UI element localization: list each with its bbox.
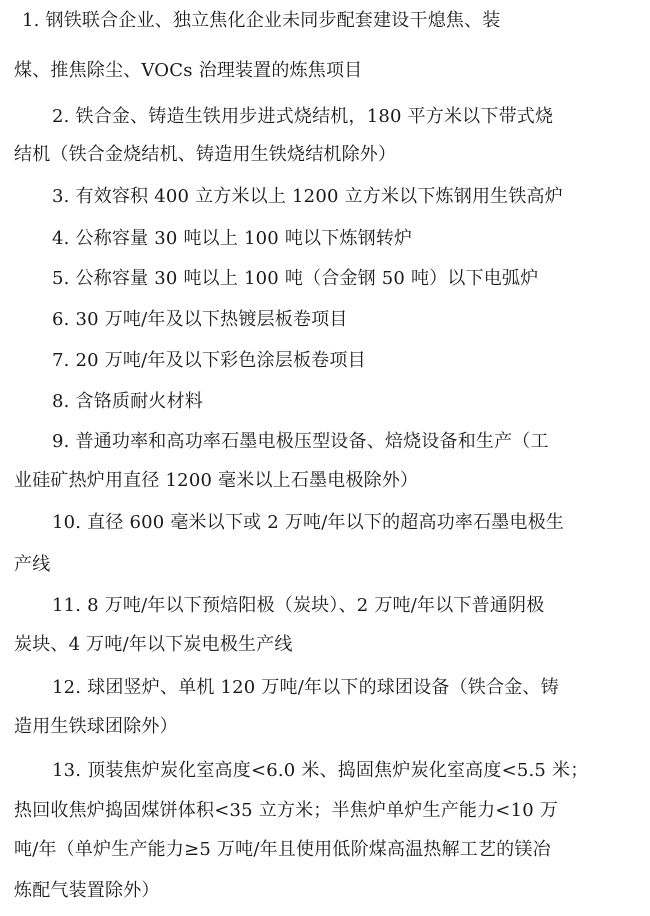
item-9-line-2: 业硅矿热炉用直径 1200 毫米以上石墨电极除外） bbox=[14, 470, 419, 491]
item-12-line-2: 造用生铁球团除外） bbox=[14, 716, 178, 737]
item-5: 5. 公称容量 30 吨以上 100 吨（合金钢 50 吨）以下电弧炉 bbox=[52, 268, 539, 289]
item-13-line-3: 吨/年（单炉生产能力≥5 万吨/年且使用低阶煤高温热解工艺的镁冶 bbox=[14, 839, 551, 860]
item-8: 8. 含铬质耐火材料 bbox=[52, 391, 203, 412]
item-6: 6. 30 万吨/年及以下热镀层板卷项目 bbox=[52, 309, 348, 330]
item-13-line-2: 热回收焦炉捣固煤饼体积<35 立方米；半焦炉单炉生产能力<10 万 bbox=[14, 800, 559, 821]
item-1-line-2: 煤、推焦除尘、VOCs 治理装置的炼焦项目 bbox=[14, 60, 363, 81]
item-3: 3. 有效容积 400 立方米以上 1200 立方米以下炼钢用生铁高炉 bbox=[52, 186, 563, 207]
item-4: 4. 公称容量 30 吨以上 100 吨以下炼钢转炉 bbox=[52, 228, 413, 249]
item-9-line-1: 9. 普通功率和高功率石墨电极压型设备、焙烧设备和生产（工 bbox=[52, 431, 549, 452]
item-10-line-1: 10. 直径 600 毫米以下或 2 万吨/年以下的超高功率石墨电极生 bbox=[52, 512, 565, 533]
item-1-line-1: 1. 钢铁联合企业、独立焦化企业未同步配套建设干熄焦、装 bbox=[22, 10, 501, 31]
item-10-line-2: 产线 bbox=[14, 554, 51, 575]
item-11-line-1: 11. 8 万吨/年以下预焙阳极（炭块）、2 万吨/年以下普通阴极 bbox=[52, 595, 545, 616]
item-13-line-4: 炼配气装置除外） bbox=[14, 880, 160, 901]
item-12-line-1: 12. 球团竖炉、单机 120 万吨/年以下的球团设备（铁合金、铸 bbox=[52, 677, 559, 698]
item-2-line-2: 结机（铁合金烧结机、铸造用生铁烧结机除外） bbox=[14, 144, 397, 165]
item-7: 7. 20 万吨/年及以下彩色涂层板卷项目 bbox=[52, 350, 366, 371]
item-11-line-2: 炭块、4 万吨/年以下炭电极生产线 bbox=[14, 634, 293, 655]
item-2-line-1: 2. 铁合金、铸造生铁用步进式烧结机，180 平方米以下带式烧 bbox=[52, 106, 554, 127]
item-13-line-1: 13. 顶装焦炉炭化室高度<6.0 米、捣固焦炉炭化室高度<5.5 米； bbox=[52, 760, 589, 781]
